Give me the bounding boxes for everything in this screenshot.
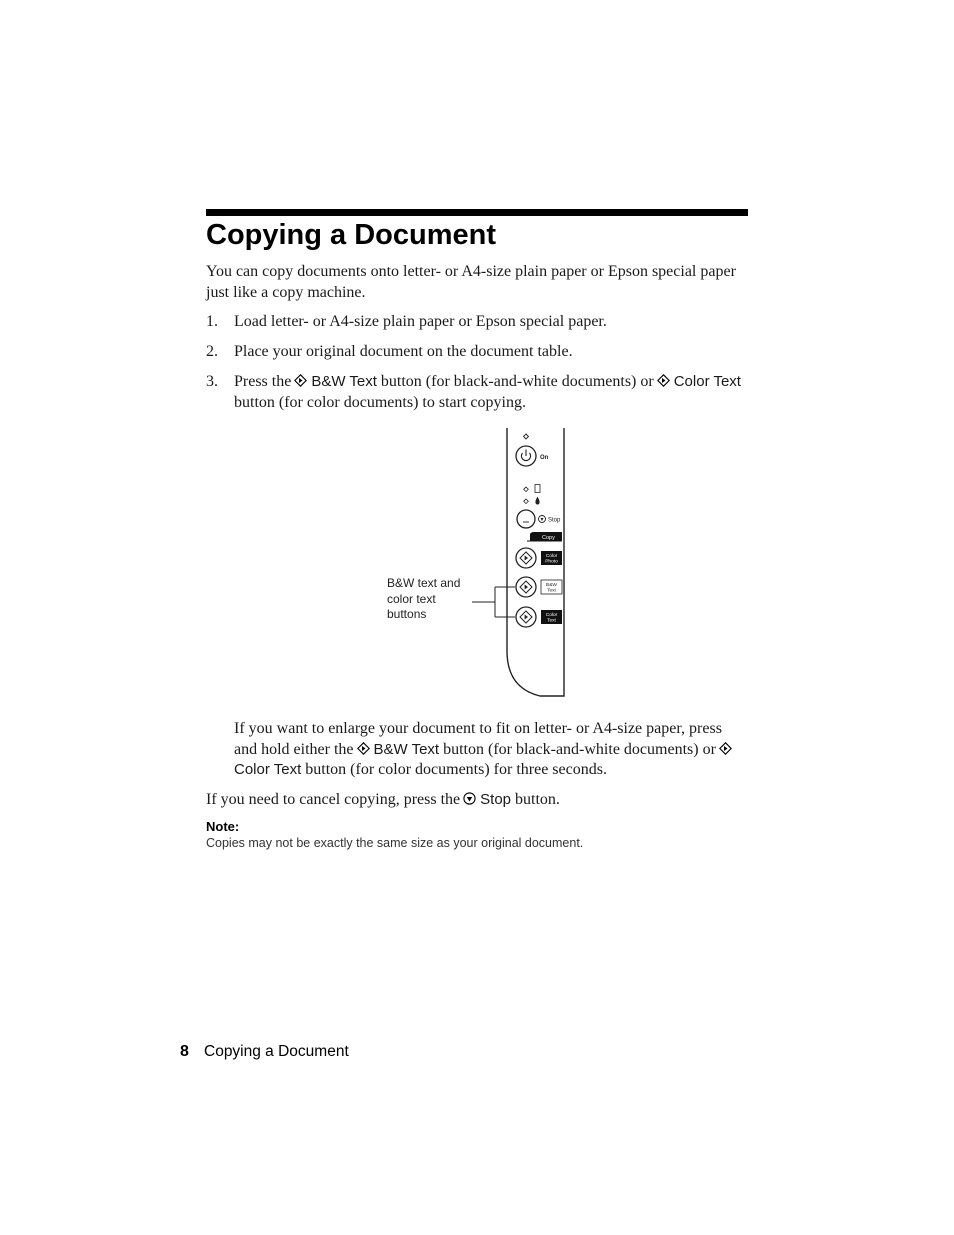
cancel-text-post: button. [515,791,560,808]
svg-text:B&W: B&W [546,583,557,588]
paper-icon [535,485,540,493]
ink-light-icon [524,499,529,504]
step-number: 2. [206,343,218,360]
svg-text:Text: Text [547,588,556,594]
enlarge-text-post: button (for color documents) for three seconds. [305,761,607,778]
bw-text-button-name: B&W Text [373,740,440,758]
ink-drop-icon [535,497,539,505]
stop-button [517,510,535,528]
power-light-icon [524,434,529,439]
paper-light-icon [524,487,529,492]
svg-text:Photo: Photo [545,559,558,565]
stop-icon [463,792,476,805]
stop-label: Stop [548,517,561,524]
note-text: Copies may not be exactly the same size as your original document. [206,836,584,850]
start-diamond-icon [719,742,732,755]
step-text-pre: Press the [234,373,292,390]
start-diamond-icon [357,742,370,755]
svg-text:Text: Text [547,618,556,624]
color-text-button-name: Color Text [234,761,302,778]
color-text-button-name: Color Text [673,373,741,390]
start-diamond-icon [657,374,670,387]
cancel-paragraph [206,790,748,811]
page-number: 8 [180,1043,189,1060]
cancel-text-pre: If you need to cancel copying, press the [206,791,461,808]
step-text [234,372,748,413]
page-title: Copying a Document [206,219,497,251]
step-text-mid: button (for black-and-white documents) or [380,373,654,390]
step-text: Place your original document on the document table. [234,343,573,360]
figure-callout: B&W text and color text buttons [387,576,461,621]
footer-title: Copying a Document [204,1043,349,1060]
bw-text-button-name: B&W Text [311,373,377,390]
enlarge-text-pre: If you want to enlarge your document to fit on letter- or A4-size paper, press and hold either the [234,720,722,758]
start-diamond-icon [294,374,307,387]
step-number: 1. [206,313,218,330]
step-text: Load letter- or A4-size plain paper or Epson special paper. [234,313,607,330]
note-label: Note: [206,819,240,834]
step-text-post: button (for color documents) to start copying. [234,393,526,411]
intro-paragraph: You can copy documents onto letter- or A4-size plain paper or Epson special paper just like a copy machine. [206,263,736,301]
control-panel-illustration [380,426,580,701]
step-number: 3. [206,373,218,390]
enlarge-text-mid: button (for black-and-white documents) or [443,740,716,758]
svg-text:Color: Color [545,613,558,618]
title-rule [206,209,748,216]
on-label: On [540,455,549,461]
svg-text:Color: Color [545,554,558,559]
stop-button-name: Stop [480,791,511,808]
copy-label: Copy [542,535,555,541]
enlarge-paragraph [234,719,748,781]
